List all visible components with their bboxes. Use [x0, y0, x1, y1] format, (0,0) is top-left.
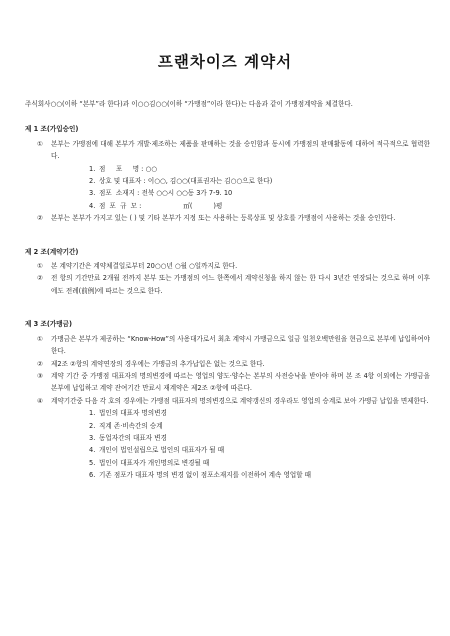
- article-title: 제 3 조(가맹금): [25, 320, 73, 329]
- clause-text: 가맹금은 본부가 제공하는 “Know-How”의 사용대가로서 최초 계약시 가맹금으로 일금 일천오백만원을 현금으로 본부에 납입하여야 한다.: [51, 334, 430, 356]
- sub-item-number: 2.: [89, 421, 96, 430]
- clause-text: 본부는 본부가 가지고 있는 ( ) 및 기타 본부가 지정 또는 사용하는 등록상표 및 상호를 가맹점이 사용하는 것을 승인한다.: [51, 214, 396, 223]
- sub-item-number: 1.: [89, 409, 96, 418]
- article-title: 제 1 조(가입승인): [25, 125, 79, 134]
- sub-item-text: 법인이 대표자가 개인명의로 변경될 때: [99, 458, 210, 467]
- clause-number: ④: [37, 396, 43, 405]
- sub-item-text: 직계 존·비속간의 승계: [99, 421, 163, 430]
- clause-text: 본 계약기간은 계약체결일로부터 20○○년 ○월 ○일까지로 한다.: [51, 262, 238, 271]
- sub-item: [25, 444, 430, 456]
- sub-item-text: 개인이 법인설립으로 법인의 대표자가 될 때: [99, 446, 225, 455]
- clause-text: 본부는 가맹점에 대해 본부가 개발·제조하는 제품을 판매하는 것을 승인함과 동시에 가맹점의 판매활동에 대하여 적극적으로 협력한다.: [51, 139, 430, 161]
- preamble: 주식회사○○(이하 “본부”라 한다)과 이○○김○○(이하 “가맹점”이라 한다)는 다음과 같이 가맹점계약을 체결한다.: [25, 100, 353, 108]
- sub-item: [25, 163, 430, 175]
- clause-text: 계약기간중 다음 각 호의 경우에는 가맹점 대표자의 명의변경으로 계약갱신의 경우라도 영업의 승계로 보아 가맹금 납입을 면제한다.: [51, 396, 429, 405]
- sub-item-number: 5.: [89, 458, 96, 467]
- clause: [25, 333, 430, 358]
- clause-number: ①: [37, 139, 43, 148]
- sub-item-number: 1.: [89, 164, 96, 173]
- clause-number: ①: [37, 262, 43, 271]
- sub-item: [25, 457, 430, 469]
- clause: [25, 272, 430, 297]
- clause-number: ②: [37, 359, 43, 368]
- clause-text: 제2조 ②항의 계약연장의 경우에는 가맹금의 추가납입은 없는 것으로 한다.: [51, 359, 265, 368]
- sub-item-number: 4.: [89, 201, 96, 210]
- sub-item-number: 3.: [89, 433, 96, 442]
- article-2: [25, 246, 430, 298]
- document-title: 프랜차이즈 계약서: [157, 53, 293, 71]
- sub-item-text: 점 포 규 모 : ㎡( )평: [99, 201, 223, 210]
- document-body: [25, 98, 430, 482]
- clause-text: 계약 기간 중 가맹점 대표자의 명의변경에 따르는 영업의 양도·양수는 본부의 사전승낙을 받아야 하며 본 조 4항 이외에는 가맹금을 본부에 납입하고 계약 잔여기간 만료시 재계약은 제2조 ②항에 따른다.: [51, 371, 430, 393]
- clause-number: ②: [37, 274, 43, 283]
- sub-item: [25, 175, 430, 187]
- clause-text: 전 항의 기간만료 2개월 전까지 본부 또는 가맹점의 어느 한쪽에서 계약신청을 하지 않는 한 다시 3년간 연장되는 것으로 하며 이후에도 전례(前例)에 따르는 것으로 한다.: [51, 274, 430, 295]
- sub-item-text: 점포 소재지 : 전북 ○○시 ○○동 3가 7-9. 10: [99, 189, 233, 198]
- clause-number: ①: [37, 334, 43, 343]
- article-3: [25, 318, 430, 481]
- clause: [25, 260, 430, 272]
- sub-item-number: 4.: [89, 446, 96, 455]
- sub-item-number: 3.: [89, 189, 96, 198]
- sub-item-text: 동업자간의 대표자 변경: [99, 433, 167, 442]
- sub-item: [25, 407, 430, 419]
- clause: [25, 358, 430, 370]
- sub-item: [25, 420, 430, 432]
- article-1: [25, 123, 430, 224]
- sub-item: [25, 432, 430, 444]
- sub-item-number: 6.: [89, 471, 96, 480]
- sub-item-text: 상호 및 대표자 : 이○○, 김○○(대표권자는 김○○으로 한다): [99, 177, 273, 186]
- clause: [25, 212, 430, 224]
- sub-item: [25, 469, 430, 481]
- article-title: 제 2 조(계약기간): [25, 247, 79, 256]
- clause: [25, 395, 430, 407]
- sub-item-text: 법인의 대표자 명의변경: [99, 409, 167, 418]
- sub-item: [25, 187, 430, 199]
- clause-number: ③: [37, 371, 43, 380]
- sub-item-text: 기존 점포가 대표자 명의 변경 없이 점포소재지를 이전하여 계속 영업할 때: [99, 471, 312, 480]
- clause: [25, 370, 430, 395]
- sub-item-text: 점 포 명 : ○○: [99, 164, 157, 173]
- clause: [25, 138, 430, 163]
- sub-item-number: 2.: [89, 177, 96, 186]
- clause-number: ②: [37, 214, 43, 223]
- sub-item: [25, 200, 430, 212]
